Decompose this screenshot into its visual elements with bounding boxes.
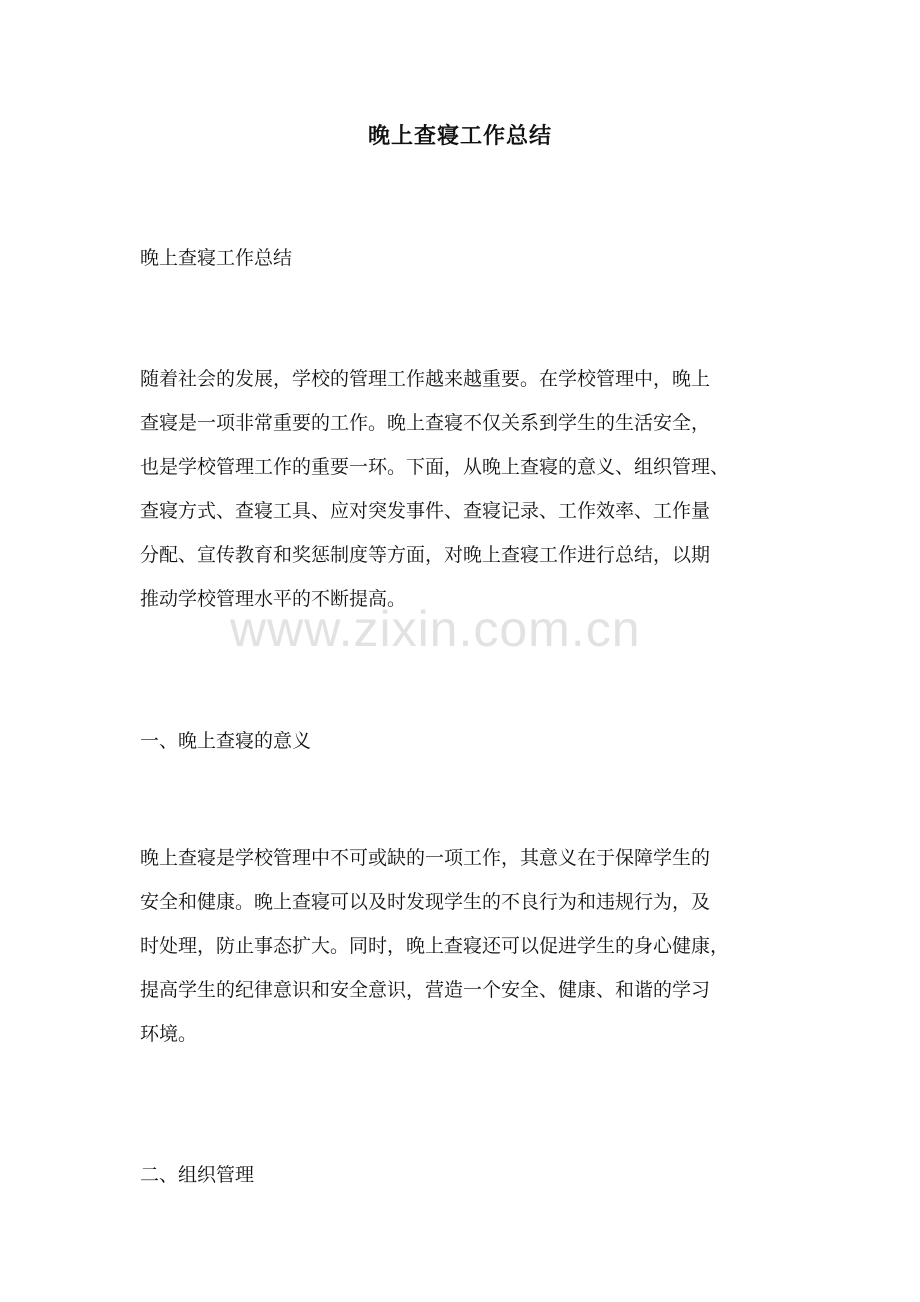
document-subtitle: 晚上查寝工作总结 bbox=[140, 247, 293, 269]
paragraph-line: 安全和健康。晚上查寝可以及时发现学生的不良行为和违规行为，及 bbox=[140, 891, 711, 913]
paragraph-line: 晚上查寝是学校管理中不可或缺的一项工作，其意义在于保障学生的 bbox=[140, 847, 711, 869]
paragraph-line: 随着社会的发展，学校的管理工作越来越重要。在学校管理中，晚上 bbox=[140, 368, 711, 390]
paragraph-line: 提高学生的纪律意识和安全意识，营造一个安全、健康、和谐的学习 bbox=[140, 979, 711, 1001]
section1-paragraph bbox=[140, 836, 785, 1056]
paragraph-line: 环境。 bbox=[140, 1023, 198, 1045]
paragraph-line: 查寝是一项非常重要的工作。晚上查寝不仅关系到学生的生活安全， bbox=[140, 412, 711, 434]
section-heading-1: 一、晚上查寝的意义 bbox=[140, 730, 312, 752]
paragraph-line: 分配、宣传教育和奖惩制度等方面，对晚上查寝工作进行总结，以期 bbox=[140, 544, 711, 566]
section-heading-2: 二、组织管理 bbox=[140, 1164, 255, 1186]
paragraph-line: 查寝方式、查寝工具、应对突发事件、查寝记录、工作效率、工作量 bbox=[140, 500, 711, 522]
intro-paragraph bbox=[140, 357, 785, 621]
paragraph-line: 推动学校管理水平的不断提高。 bbox=[140, 588, 407, 610]
watermark: www.zixin.com.cn bbox=[230, 601, 641, 657]
paragraph-line: 也是学校管理工作的重要一环。下面，从晚上查寝的意义、组织管理、 bbox=[140, 456, 730, 478]
paragraph-line: 时处理，防止事态扩大。同时，晚上查寝还可以促进学生的身心健康， bbox=[140, 935, 730, 957]
document-title: 晚上查寝工作总结 bbox=[367, 123, 552, 149]
